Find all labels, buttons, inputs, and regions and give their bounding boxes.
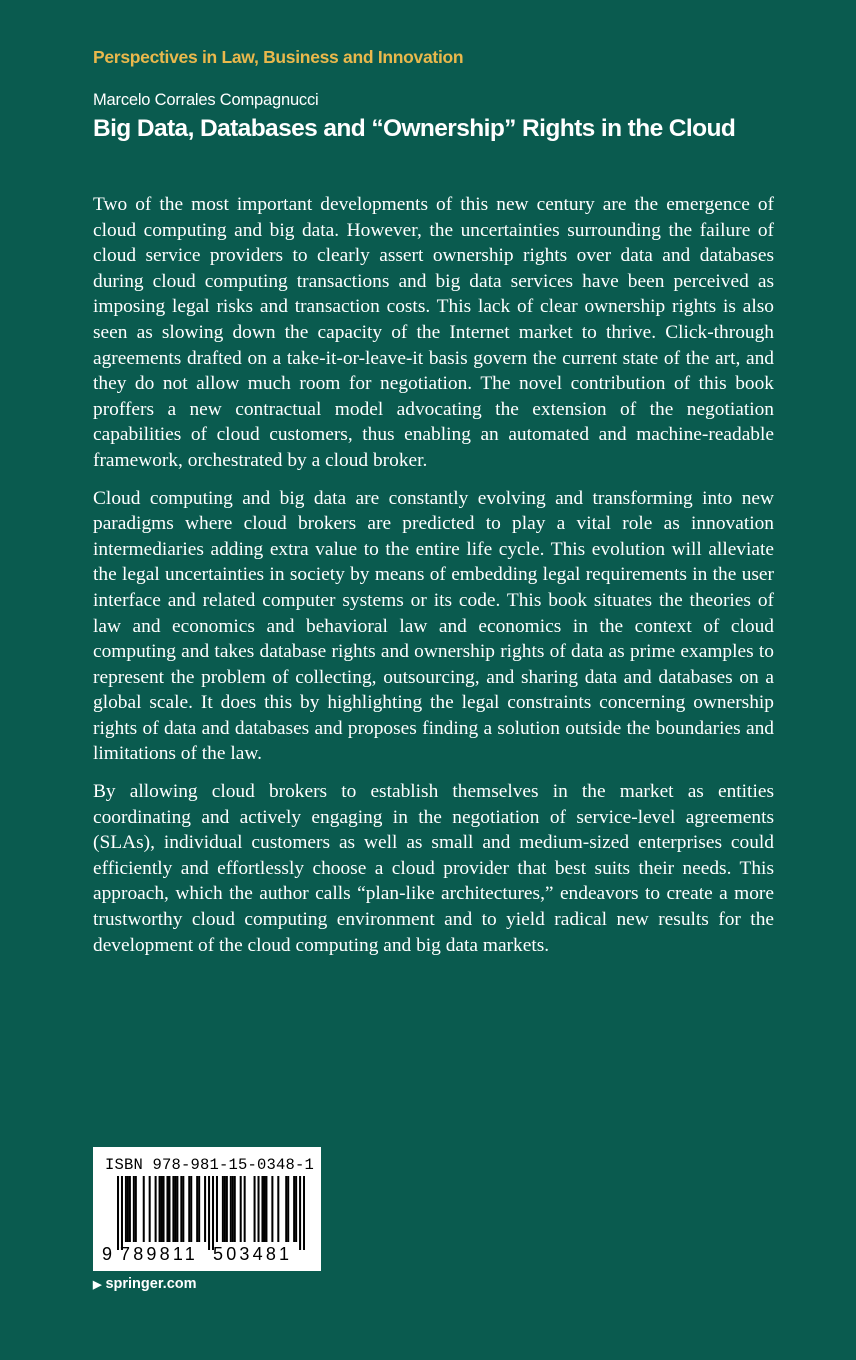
barcode-bar	[303, 1176, 305, 1250]
barcode-bar	[265, 1176, 267, 1242]
barcode-bar	[159, 1176, 161, 1242]
barcode-bar	[254, 1176, 256, 1242]
publisher-url: springer.com	[105, 1276, 197, 1292]
blurb-paragraph-2: Cloud computing and big data are constantly evolving and transforming into new paradigms where cloud brokers are predicted to play a vital role as innovation intermediaries adding extra value to the entire life cycle. This evolution will alleviate the legal uncertainties in society by means of embedding legal requirements in the user interface and related computer systems or its code. This book situates the theories of law and economics and behavioral law and economics in the context of cloud computing and takes database rights and ownership rights of data as prime examples to represent the problem of collecting, outsourcing, and sharing data and databases on a global scale. It does this by highlighting the legal constraints concerning ownership rights of data and databases and proposes finding a solution outside the boundaries and limitations of the law.	[93, 487, 774, 765]
barcode-bar	[149, 1176, 151, 1242]
barcode-bar	[240, 1176, 242, 1242]
barcode-bar	[117, 1176, 119, 1250]
barcode-bar	[244, 1176, 246, 1242]
barcode-bar	[258, 1176, 260, 1242]
barcode-bar	[208, 1176, 210, 1250]
back-cover-blurb	[93, 192, 774, 970]
barcode-bar	[168, 1176, 170, 1242]
publisher-link[interactable]	[93, 1276, 197, 1292]
barcode-bar	[295, 1176, 297, 1242]
barcode-bar	[155, 1176, 157, 1242]
barcode-bar	[166, 1176, 168, 1242]
barcode-bar	[198, 1176, 200, 1242]
barcode-bar	[261, 1176, 263, 1242]
isbn-barcode	[93, 1147, 321, 1271]
barcode-bar	[182, 1176, 184, 1242]
barcode-lead-digit: 9	[102, 1244, 113, 1264]
barcode-bar	[293, 1176, 295, 1242]
barcode-bar	[271, 1176, 273, 1242]
triangle-right-icon: ▶	[93, 1279, 102, 1291]
barcode-bar	[224, 1176, 226, 1242]
barcode-right-digits: 503481	[213, 1244, 293, 1264]
barcode-bar	[230, 1176, 232, 1242]
barcode-bar	[204, 1176, 206, 1242]
barcode-bar	[172, 1176, 174, 1242]
barcode-bars	[117, 1176, 305, 1250]
barcode-bar	[226, 1176, 228, 1242]
barcode-bar	[190, 1176, 192, 1242]
barcode-bar	[174, 1176, 176, 1242]
book-title: Big Data, Databases and “Ownership” Rights in the Cloud	[93, 115, 736, 142]
barcode-bar	[234, 1176, 236, 1242]
barcode-bar	[299, 1176, 301, 1250]
barcode-bar	[287, 1176, 289, 1242]
barcode-bar	[176, 1176, 178, 1242]
barcode-bar	[127, 1176, 129, 1242]
blurb-paragraph-3: By allowing cloud brokers to establish themselves in the market as entities coordinating and actively engaging in the negotiation of service-level agreements (SLAs), individual customers as well as small and medium-sized enterprises could efficiently and effortlessly choose a cloud provider that best suits their needs. This approach, which the author calls “plan-like architectures,” endeavors to create a more trustworthy cloud computing environment and to yield radical new results for the development of the cloud computing and big data markets.	[93, 781, 774, 956]
barcode-bar	[216, 1176, 218, 1242]
author-name: Marcelo Corrales Compagnucci	[93, 91, 319, 109]
barcode-bar	[135, 1176, 137, 1242]
isbn-label: ISBN 978-981-15-0348-1	[105, 1156, 315, 1174]
barcode-bar	[196, 1176, 198, 1242]
barcode-bar	[277, 1176, 279, 1242]
blurb-paragraph-1: Two of the most important developments of this new century are the emergence of cloud computing and big data. However, the uncertainties surrounding the failure of cloud service providers to clearly assert ownership rights over data and databases during cloud computing transactions and big data services have been perceived as imposing legal risks and transaction costs. This lack of clear ownership rights is also seen as slowing down the capacity of the Internet market to thrive. Click-through agreements drafted on a take-it-or-leave-it basis govern the current state of the art, and they do not allow much room for negotiation. The novel contribution of this book proffers a new contractual model advocating the extension of the negotiation capabilities of cloud customers, thus enabling an automated and machine-readable framework, orchestrated by a cloud broker.	[93, 194, 774, 471]
barcode-bar	[222, 1176, 224, 1242]
barcode-bar	[125, 1176, 127, 1242]
barcode-left-digits: 789811	[120, 1244, 198, 1264]
barcode-bar	[143, 1176, 145, 1242]
barcode-bar	[232, 1176, 234, 1242]
barcode-bar	[263, 1176, 265, 1242]
barcode-bar	[121, 1176, 123, 1250]
barcode-bar	[129, 1176, 131, 1242]
barcode-bar	[180, 1176, 182, 1242]
barcode-bar	[161, 1176, 163, 1242]
barcode-bar	[188, 1176, 190, 1242]
barcode-bar	[285, 1176, 287, 1242]
barcode-bar	[212, 1176, 214, 1250]
barcode-bar	[133, 1176, 135, 1242]
series-title: Perspectives in Law, Business and Innovation	[93, 47, 464, 67]
barcode-bar	[163, 1176, 165, 1242]
